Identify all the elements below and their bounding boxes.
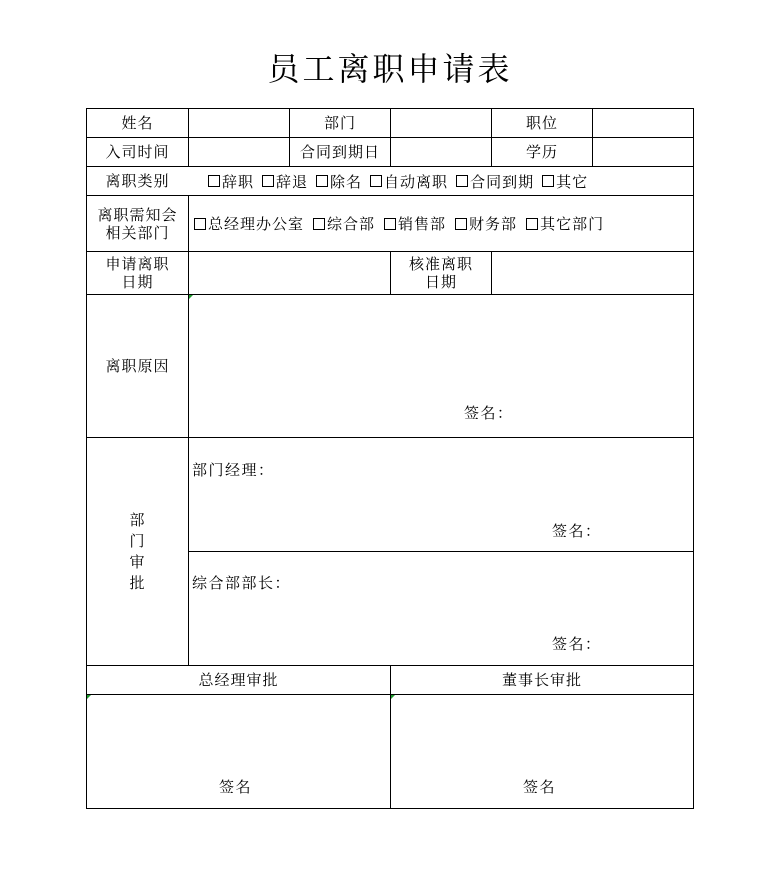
admin-label: 综合部部长： <box>192 574 292 592</box>
education-field[interactable] <box>593 138 693 166</box>
chairman-signature: 签名 <box>523 778 557 796</box>
category-options <box>208 167 588 195</box>
checkbox-icon <box>262 175 274 187</box>
checkbox-icon <box>370 175 382 187</box>
dept-label: 部门 <box>323 114 356 132</box>
entry-date-label: 入司时间 <box>105 143 170 161</box>
manager-signature: 签名： <box>552 522 602 540</box>
reason-signature: 签名： <box>464 404 514 422</box>
category-option-contract[interactable]: 合同到期 <box>456 171 534 192</box>
notify-option-admin[interactable]: 综合部 <box>313 213 375 234</box>
admin-signature: 签名： <box>552 635 602 653</box>
chairman-approval-label: 董事长审批 <box>501 671 582 689</box>
admin-approval-field[interactable] <box>189 552 693 665</box>
checkbox-icon <box>313 218 325 230</box>
name-label: 姓名 <box>121 114 154 132</box>
category-option-auto[interactable]: 自动离职 <box>370 171 448 192</box>
apply-date-label: 申请离职 日期 <box>105 255 170 291</box>
notify-options <box>194 196 604 251</box>
checkbox-icon <box>194 218 206 230</box>
manager-label: 部门经理： <box>192 461 275 479</box>
manager-approval-field[interactable] <box>189 438 693 551</box>
contract-end-field[interactable] <box>391 138 491 166</box>
checkbox-icon <box>384 218 396 230</box>
category-option-resign[interactable]: 辞职 <box>208 171 254 192</box>
category-label: 离职类别 <box>105 172 170 190</box>
checkbox-icon <box>456 175 468 187</box>
category-option-expel[interactable]: 除名 <box>316 171 362 192</box>
checkbox-icon <box>455 218 467 230</box>
notify-option-sales[interactable]: 销售部 <box>384 213 446 234</box>
notify-option-gm-office[interactable]: 总经理办公室 <box>194 213 304 234</box>
apply-date-field[interactable] <box>189 252 390 294</box>
reason-label: 离职原因 <box>105 357 170 375</box>
form-title: 员工离职申请表 <box>267 50 513 88</box>
education-label: 学历 <box>525 143 558 161</box>
contract-end-label: 合同到期日 <box>299 143 380 161</box>
position-field[interactable] <box>593 109 693 137</box>
checkbox-icon <box>542 175 554 187</box>
category-option-other[interactable]: 其它 <box>542 171 588 192</box>
notify-option-other[interactable]: 其它部门 <box>526 213 604 234</box>
cell-marker-icon <box>87 695 91 699</box>
notify-label: 离职需知会 相关部门 <box>97 205 178 242</box>
checkbox-icon <box>208 175 220 187</box>
dept-field[interactable] <box>391 109 491 137</box>
cell-marker-icon <box>391 695 395 699</box>
approve-date-label: 核准离职 日期 <box>408 255 473 291</box>
category-option-dismiss[interactable]: 辞退 <box>262 171 308 192</box>
dept-approval-label: 部 门 审 批 <box>129 510 146 592</box>
position-label: 职位 <box>525 114 558 132</box>
gm-approval-label: 总经理审批 <box>198 671 279 689</box>
entry-date-field[interactable] <box>189 138 289 166</box>
name-field[interactable] <box>189 109 289 137</box>
reason-field[interactable] <box>189 295 693 437</box>
approve-date-field[interactable] <box>492 252 693 294</box>
notify-option-finance[interactable]: 财务部 <box>455 213 517 234</box>
checkbox-icon <box>526 218 538 230</box>
checkbox-icon <box>316 175 328 187</box>
gm-signature: 签名 <box>219 778 253 796</box>
cell-marker-icon <box>189 295 193 299</box>
